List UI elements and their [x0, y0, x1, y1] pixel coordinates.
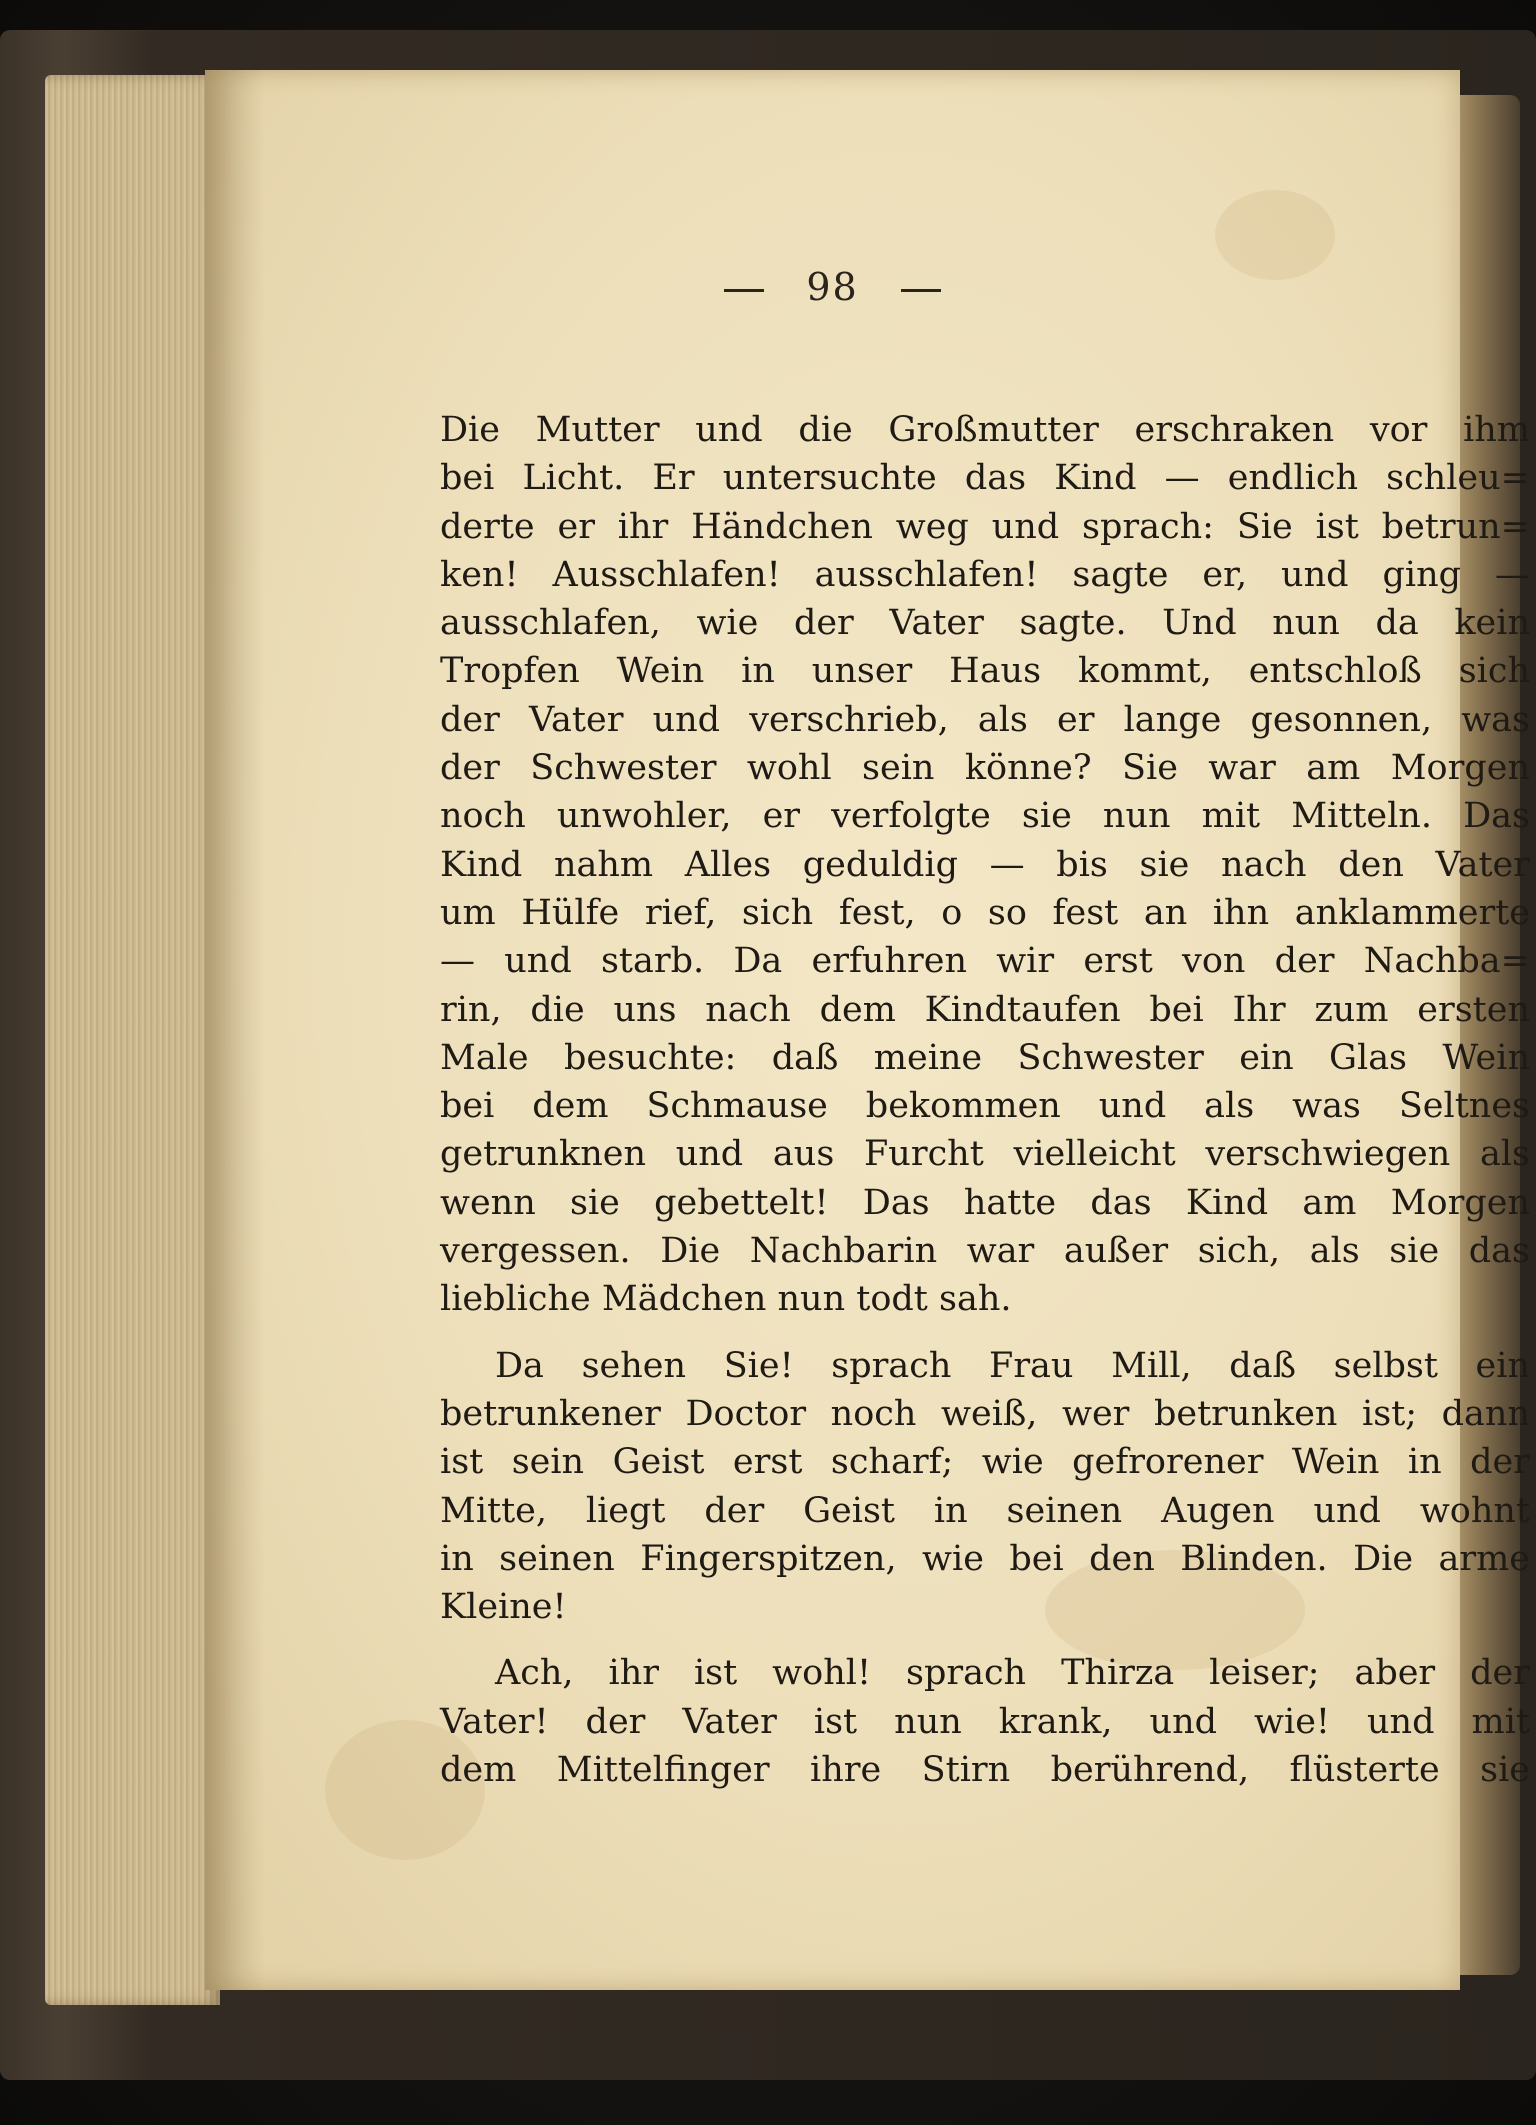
text-line: ist sein Geist erst scharf; wie gefrorener Wein in der — [440, 1442, 1530, 1483]
text-line: rin, die uns nach dem Kindtaufen bei Ihr zum ersten — [440, 989, 1530, 1030]
text-line: bei Licht. Er untersuchte das Kind — endlich schleu= — [440, 458, 1530, 499]
text-line: Kind nahm Alles geduldig — bis sie nach den Vater — [440, 844, 1530, 885]
text-line: getrunknen und aus Furcht vielleicht verschwiegen als — [440, 1134, 1530, 1175]
text-line: Da sehen Sie! sprach Frau Mill, daß selbst ein — [495, 1345, 1530, 1386]
text-line: dem Mittelfinger ihre Stirn berührend, flüsterte sie — [440, 1750, 1530, 1791]
paragraph — [440, 406, 1530, 1324]
text-line: der Vater und verschrieb, als er lange gesonnen, was — [440, 699, 1530, 740]
text-line: ken! Ausschlafen! ausschlafen! sagte er, und ging — — [440, 554, 1530, 595]
text-line: betrunkener Doctor noch weiß, wer betrunken ist; dann — [440, 1393, 1530, 1434]
page-number: 98 — [806, 265, 859, 309]
text-line: der Schwester wohl sein könne? Sie war am Morgen — [440, 748, 1530, 789]
text-line: noch unwohler, er verfolgte sie nun mit Mitteln. Das — [440, 796, 1530, 837]
book-page — [205, 70, 1530, 1990]
header-dash-right — [901, 289, 941, 292]
text-line: liebliche Mädchen nun todt sah. — [440, 1279, 1012, 1320]
paragraph — [440, 1342, 1530, 1632]
paragraph — [440, 1649, 1530, 1794]
paragraph-gap — [440, 1631, 1530, 1649]
page-edges — [45, 75, 220, 2005]
text-line: Kleine! — [440, 1587, 567, 1628]
text-line: wenn sie gebettelt! Das hatte das Kind am Morgen — [440, 1182, 1530, 1223]
paragraph-gap — [440, 1324, 1530, 1342]
text-line: bei dem Schmause bekommen und als was Seltnes — [440, 1086, 1530, 1127]
text-line: um Hülfe rief, sich fest, o so fest an ihn anklammerte — [440, 892, 1530, 933]
text-line: Die Mutter und die Großmutter erschraken vor ihm — [440, 410, 1530, 450]
text-line: — und starb. Da erfuhren wir erst von der Nachba= — [440, 941, 1530, 982]
text-line: ausschlafen, wie der Vater sagte. Und nun da kein — [440, 603, 1530, 644]
text-line: Tropfen Wein in unser Haus kommt, entschloß sich — [440, 651, 1530, 692]
gutter-shadow — [205, 70, 265, 1990]
body-text — [440, 406, 1530, 1794]
text-line: vergessen. Die Nachbarin war außer sich, als sie das — [440, 1231, 1530, 1272]
text-line: Vater! der Vater ist nun krank, und wie! und mit — [440, 1701, 1530, 1742]
page-header — [205, 265, 1460, 309]
text-line: Ach, ihr ist wohl! sprach Thirza leiser; aber der — [495, 1653, 1530, 1694]
text-line: Male besuchte: daß meine Schwester ein Glas Wein — [440, 1037, 1530, 1078]
header-dash-left — [724, 289, 764, 292]
text-line: derte er ihr Händchen weg und sprach: Sie ist betrun= — [440, 506, 1530, 547]
text-line: in seinen Fingerspitzen, wie bei den Blinden. Die arme — [440, 1538, 1530, 1579]
text-line: Mitte, liegt der Geist in seinen Augen und wohnt — [440, 1490, 1530, 1531]
